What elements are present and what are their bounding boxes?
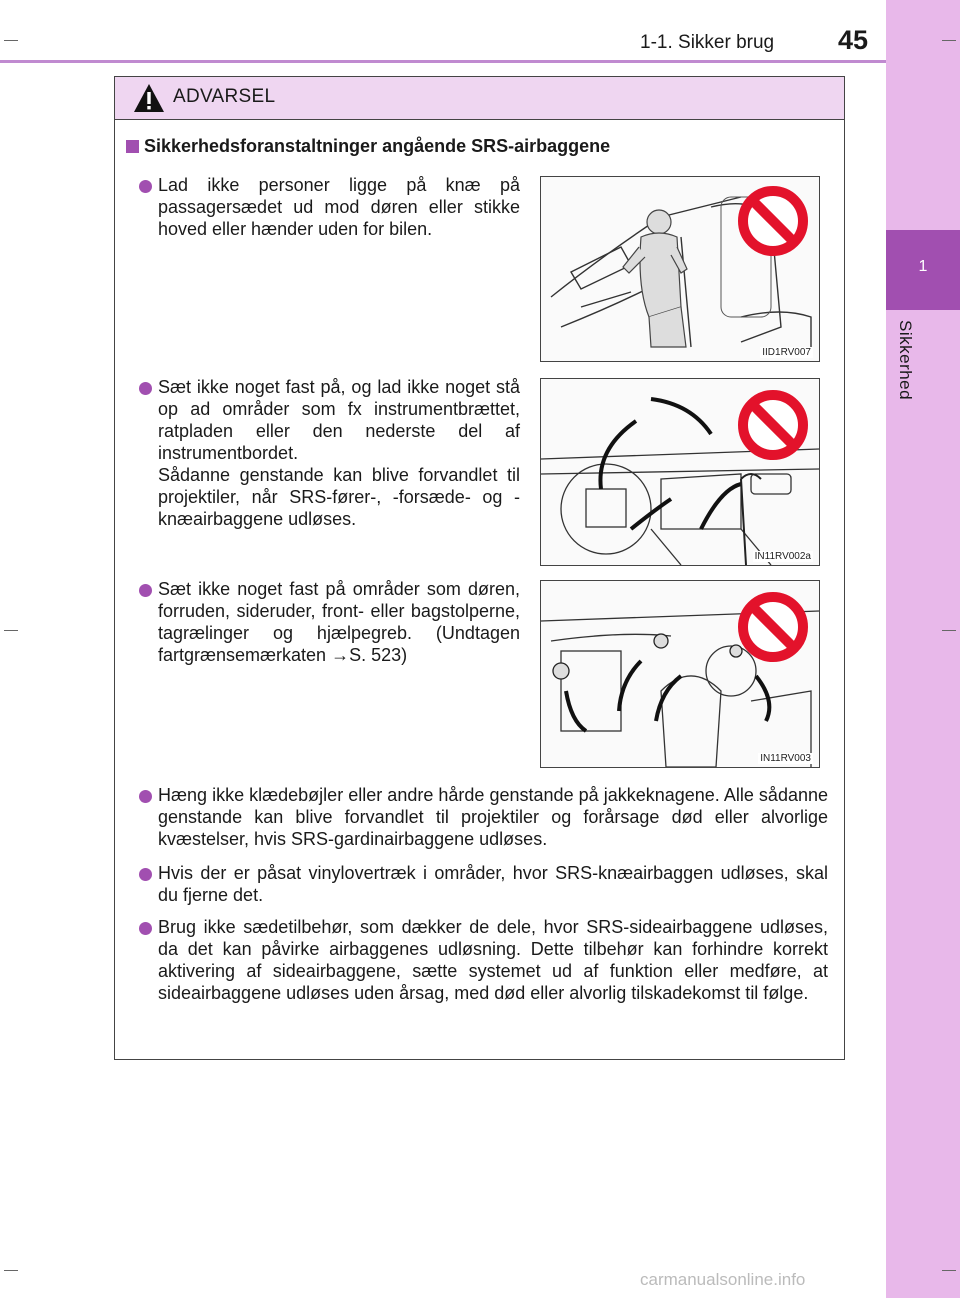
figure-code: IID1RV007	[762, 347, 811, 358]
warning-title: ADVARSEL	[173, 86, 276, 107]
chapter-label: Sikkerhed	[896, 320, 915, 401]
section-heading-text: Sikkerhedsforanstaltninger angående SRS-airbaggene	[144, 136, 611, 156]
bullet-dot-icon	[139, 180, 152, 193]
figure-code: IN11RV003	[760, 753, 811, 764]
warning-triangle-icon	[133, 83, 165, 113]
prohibited-icon	[737, 591, 809, 663]
bullet-dot-icon	[139, 790, 152, 803]
bullet-dot-icon	[139, 382, 152, 395]
bullet-text-1: Lad ikke personer ligge på knæ på passagersædet ud mod døren eller stikke hoved eller hænder uden for bilen.	[158, 175, 520, 239]
crop-mark	[942, 40, 956, 41]
figure-passenger-kneeling	[540, 176, 820, 362]
watermark: carmanualsonline.info	[640, 1270, 806, 1289]
header-rule	[0, 60, 886, 63]
bullet-text-4: Hæng ikke klædebøjler eller andre hårde genstande på jakkeknagene. Alle sådanne genstande kan blive forvandlet til projektiler og forårsage død eller alvorlige kvæstelser, hvis SRS-gardinairbaggene udløses.	[158, 785, 828, 849]
bullet-text-3: Sæt ikke noget fast på områder som døren, forruden, sideruder, front- eller bagstolperne, tagrælinger og hjælpegreb. (Undtagen fartgrænsemærkaten →S. 523)	[158, 579, 520, 665]
bullet-text-5: Hvis der er påsat vinylovertræk i områder, hvor SRS-knæairbaggen udløses, skal du fjerne det.	[158, 863, 828, 905]
crop-mark	[4, 630, 18, 631]
section-title: 1-1. Sikker brug	[640, 32, 775, 53]
figure-pillar-objects	[540, 580, 820, 768]
page-number: 45	[838, 25, 869, 55]
crop-mark	[4, 1270, 18, 1271]
prohibited-icon	[737, 185, 809, 257]
figure-code: IN11RV002a	[754, 551, 811, 562]
bullet-dot-icon	[139, 868, 152, 881]
square-bullet-icon	[126, 140, 139, 153]
prohibited-icon	[737, 389, 809, 461]
chapter-tab-strip	[886, 0, 960, 1298]
bullet-text-2: Sæt ikke noget fast på, og lad ikke noget stå op ad områder som fx instrumentbrættet, ratpladen eller den nederste del af instrumentbordet. Sådanne genstande kan blive forvandlet til projektiler, når SRS-fører-, -forsæde- og -knæairbaggene udløses.	[158, 377, 520, 529]
bullet-dot-icon	[139, 922, 152, 935]
crop-mark	[942, 630, 956, 631]
section-heading	[126, 136, 610, 157]
bullet-dot-icon	[139, 584, 152, 597]
crop-mark	[4, 40, 18, 41]
chapter-number: 1	[918, 258, 928, 275]
bullet-text-6: Brug ikke sædetilbehør, som dækker de dele, hvor SRS-sideairbaggene udløses, da det kan påvirke airbaggenes udløsning. Dette tilbehør kan forhindre korrekt aktivering af sideairbaggene, sætte systemet ud af funktion eller medføre, at sideairbaggene udløses uden årsag, med død eller alvorlig tilskadekomst til følge.	[158, 917, 828, 1003]
crop-mark	[942, 1270, 956, 1271]
warning-header	[115, 77, 844, 120]
figure-dashboard-objects	[540, 378, 820, 566]
